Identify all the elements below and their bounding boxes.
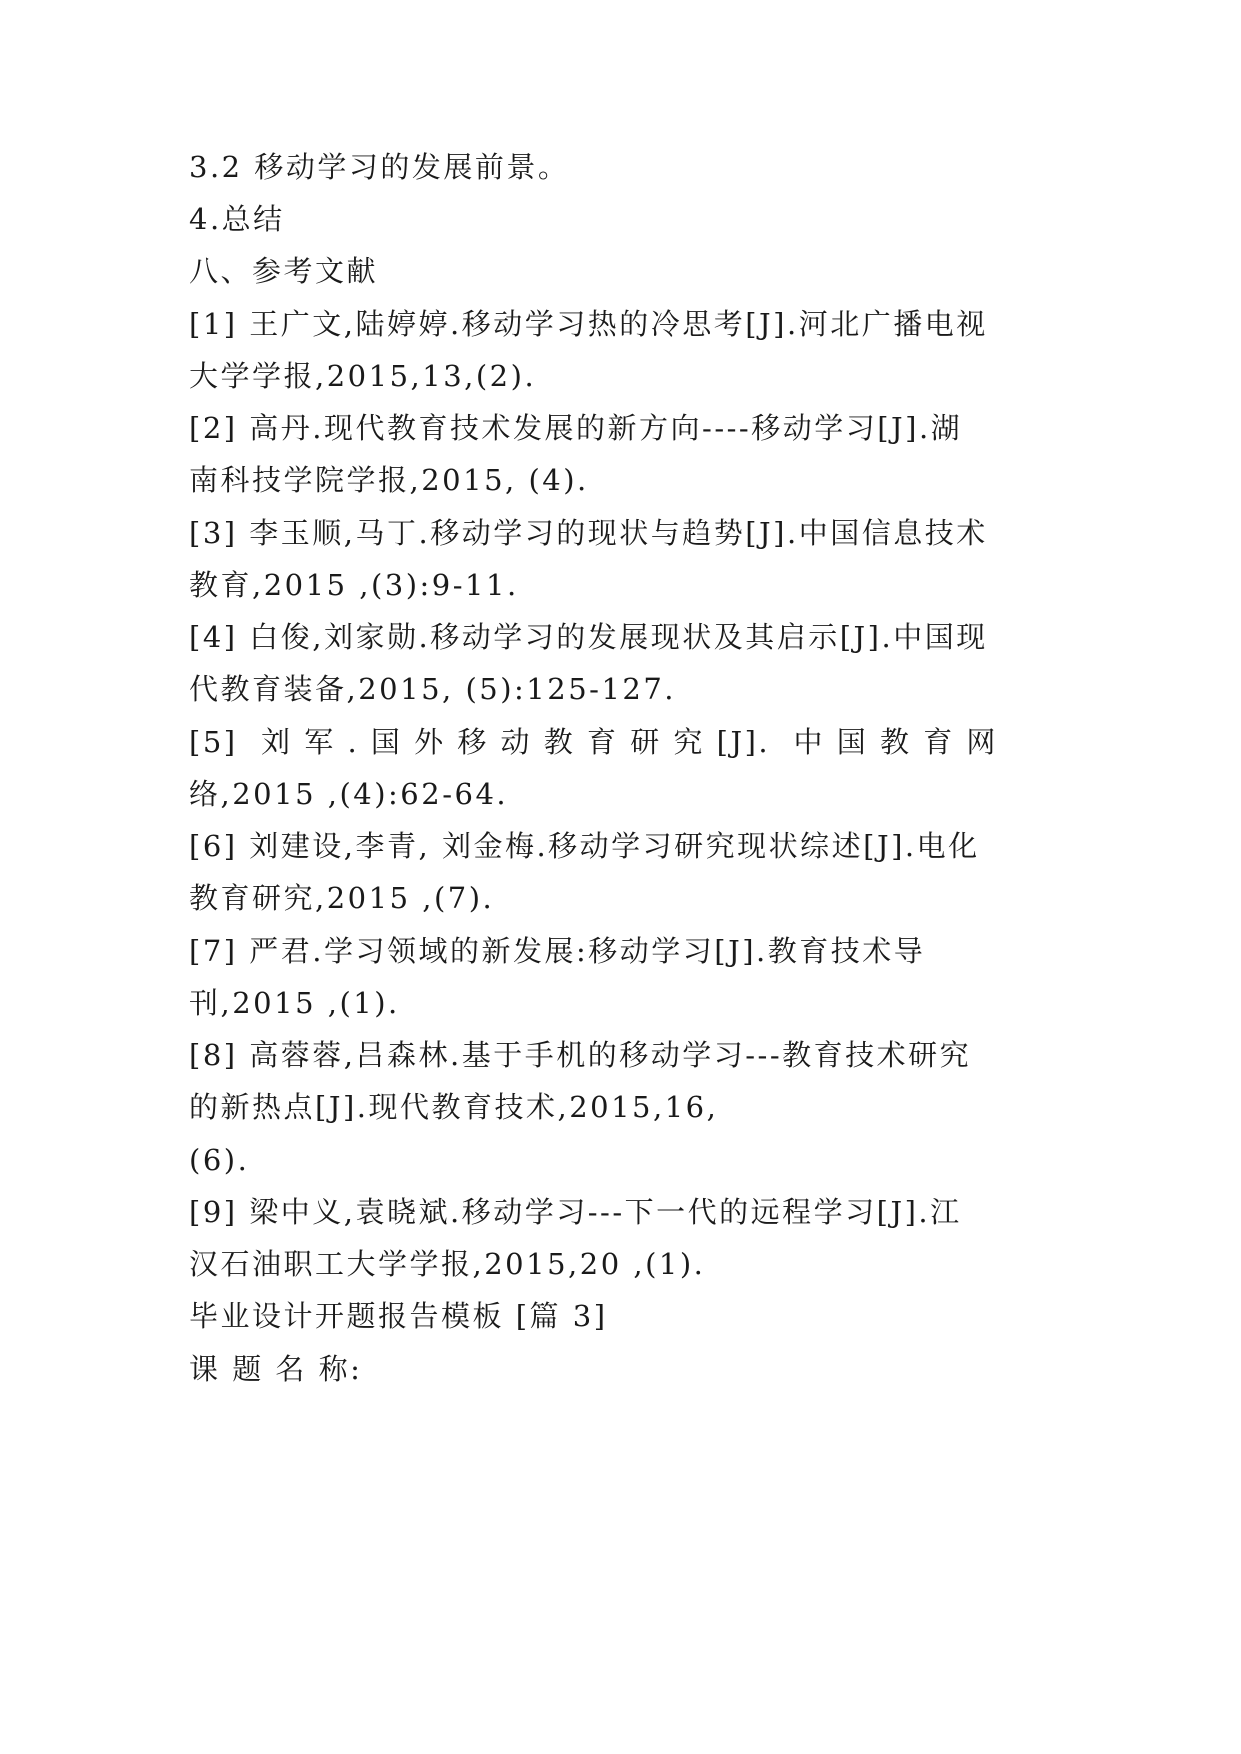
section-heading-4: 4.总结 xyxy=(189,202,285,236)
reference-4-line-1: [4] 白俊,刘家勋.移动学习的发展现状及其启示[J].中国现 xyxy=(189,620,988,654)
reference-5-line-2: 络,2015 ,(4):62-64. xyxy=(189,777,509,811)
reference-8-line-3: (6). xyxy=(189,1143,250,1177)
reference-7-line-2: 刊,2015 ,(1). xyxy=(189,986,400,1020)
reference-3-line-2: 教育,2015 ,(3):9-11. xyxy=(189,568,519,602)
reference-4-line-2: 代教育装备,2015, (5):125-127. xyxy=(189,672,677,706)
reference-1-line-1: [1] 王广文,陆婷婷.移动学习热的冷思考[J].河北广播电视 xyxy=(189,307,988,341)
reference-6-line-2: 教育研究,2015 ,(7). xyxy=(189,881,495,915)
reference-8-line-1: [8] 高蓉蓉,吕森林.基于手机的移动学习---教育技术研究 xyxy=(189,1038,972,1072)
reference-3-line-1: [3] 李玉顺,马丁.移动学习的现状与趋势[J].中国信息技术 xyxy=(189,516,988,550)
reference-2-line-1: [2] 高丹.现代教育技术发展的新方向----移动学习[J].湖 xyxy=(189,411,963,445)
reference-1-line-2: 大学学报,2015,13,(2). xyxy=(189,359,537,393)
reference-8-line-2: 的新热点[J].现代教育技术,2015,16, xyxy=(189,1090,719,1124)
section-heading-3-2: 3.2 移动学习的发展前景。 xyxy=(189,150,570,184)
reference-6-line-1: [6] 刘建设,李青, 刘金梅.移动学习研究现状综述[J].电化 xyxy=(189,829,980,863)
reference-7-line-1: [7] 严君.学习领域的新发展:移动学习[J].教育技术导 xyxy=(189,934,926,968)
reference-5-line-1: [5] 刘 军 . 国 外 移 动 教 育 研 究 [J]. 中 国 教 育 网 xyxy=(189,725,998,759)
reference-2-line-2: 南科技学院学报,2015, (4). xyxy=(189,463,589,497)
reference-9-line-1: [9] 梁中义,袁晓斌.移动学习---下一代的远程学习[J].江 xyxy=(189,1195,962,1229)
topic-name-label: 课 题 名 称: xyxy=(189,1352,363,1386)
reference-9-line-2: 汉石油职工大学学报,2015,20 ,(1). xyxy=(189,1247,706,1281)
template-title: 毕业设计开题报告模板 [篇 3] xyxy=(189,1299,608,1333)
references-heading: 八、参考文献 xyxy=(189,254,379,288)
